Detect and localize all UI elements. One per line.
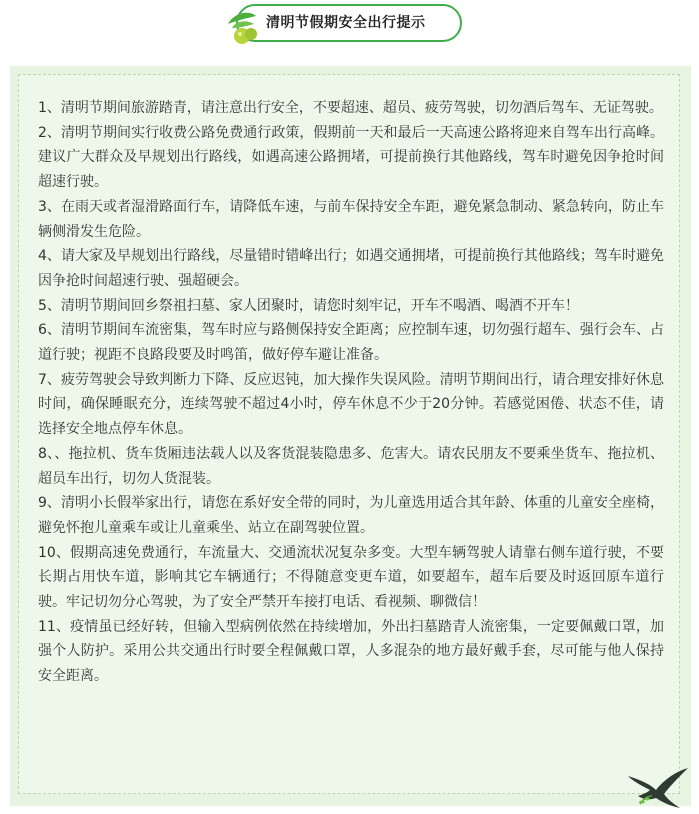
swallow-icon (626, 766, 690, 810)
tip-item: 1、清明节期间旅游踏青，请注意出行安全，不要超速、超员、疲劳驾驶，切勿酒后驾车、无证驾驶。 (38, 100, 663, 116)
tip-item: 4、请大家及早规划出行路线，尽量错时错峰出行；如遇交通拥堵，可提前换行其他路线；驾车时避免因争抢时间超速行驶、强超硬会。 (38, 248, 664, 289)
tips-list (38, 96, 664, 689)
tip-item: 11、疫情虽已经好转，但输入型病例依然在持续增加，外出扫墓踏青人流密集，一定要佩戴口罩，加强个人防护。采用公共交通出行时要全程佩戴口罩，人多混杂的地方最好戴手套，尽可能与他人保持安全距离。 (38, 618, 664, 685)
tip-item: 2、清明节期间实行收费公路免费通行政策，假期前一天和最后一天高速公路将迎来自驾车出行高峰。建议广大群众及早规划出行路线，如遇高速公路拥堵，可提前换行其他路线，驾车时避免因争抢时间超速行驶。 (38, 124, 664, 191)
tip-item: 3、在雨天或者湿滑路面行车，请降低车速，与前车保持安全车距，避免紧急制动、紧急转向，防止车辆侧滑发生危险。 (38, 198, 664, 240)
page-title: 清明节假期安全出行提示 (266, 15, 426, 31)
tip-item: 8、、拖拉机、货车货厢违法载人以及客货混装隐患多、危害大。请农民朋友不要乘坐货车、拖拉机、超员车出行，切勿人货混装。 (38, 445, 664, 487)
tip-item: 9、清明小长假举家出行，请您在系好安全带的同时，为儿童选用适合其年龄、体重的儿童安全座椅，避免怀抱儿童乘车或让儿童乘坐、站立在副驾驶位置。 (38, 495, 664, 536)
tip-item: 6、清明节期间车流密集，驾车时应与路侧保持安全距离；应控制车速，切勿强行超车、强行会车、占道行驶；视距不良路段要及时鸣笛，做好停车避让准备。 (38, 322, 664, 364)
tip-item: 7、疲劳驾驶会导致判断力下降、反应迟钝，加大操作失误风险。清明节期间出行，请合理安排好休息时间，确保睡眠充分，连续驾驶不超过4小时，停车休息不少于20分钟。若感觉困倦、状态不佳，请选择安全地点停车休息。 (38, 371, 664, 438)
title-banner (0, 0, 699, 62)
leaf-fruit-icon (224, 10, 264, 46)
tip-item: 10、假期高速免费通行，车流量大、交通流状况复杂多变。大型车辆驾驶人请靠右侧车道行驶，不要长期占用快车道，影响其它车辆通行；不得随意变更车道，如要超车，超车后要及时返回原车道行驶。牢记切勿分心驾驶，为了安全严禁开车接打电话、看视频、聊微信！ (38, 544, 664, 611)
tip-item: 5、清明节期间回乡祭祖扫墓、家人团聚时，请您时刻牢记，开车不喝酒、喝酒不开车！ (38, 297, 579, 314)
